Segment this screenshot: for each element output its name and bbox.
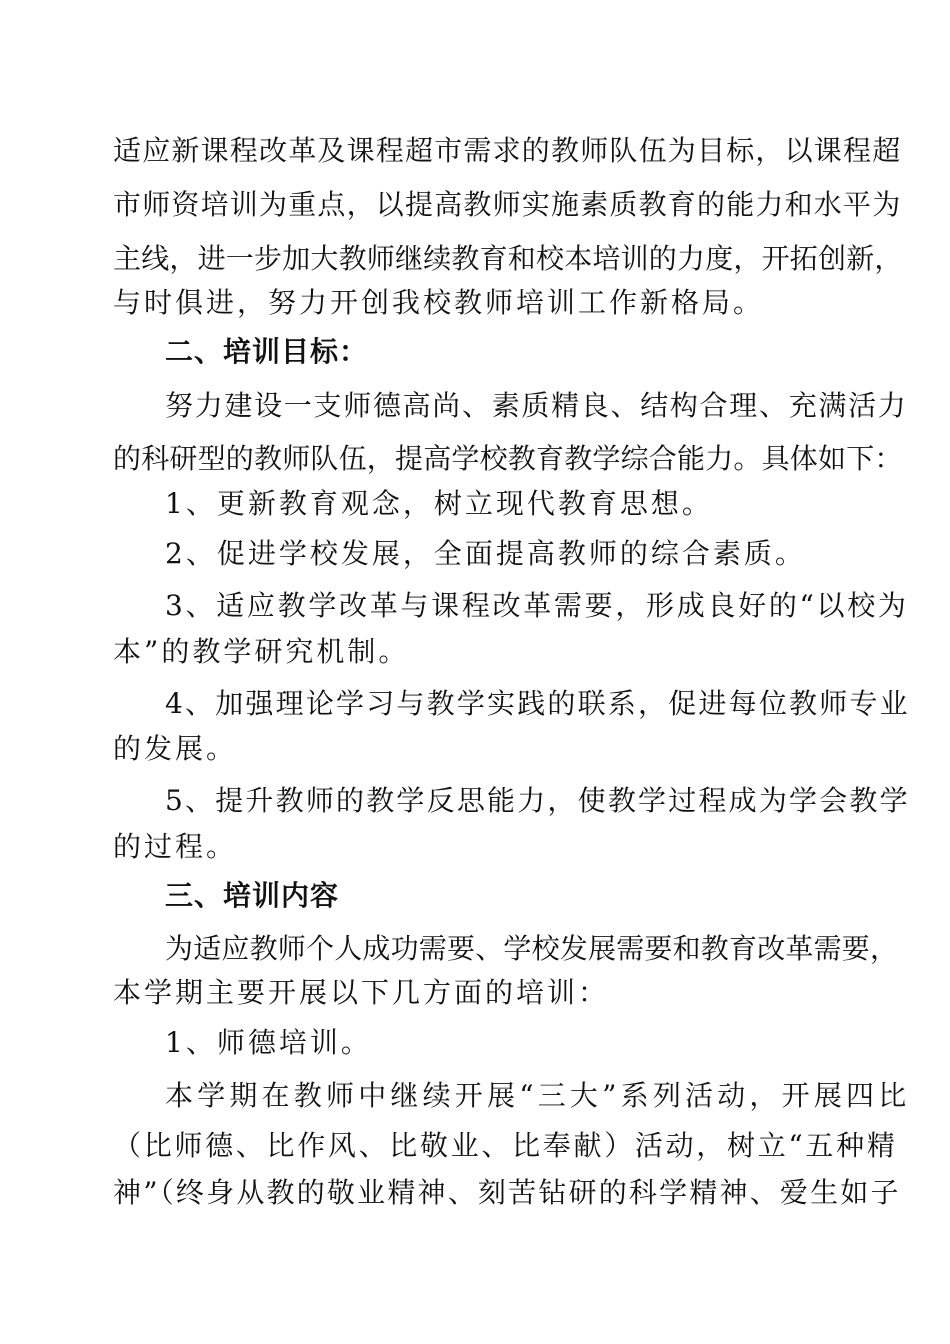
list-item: 5、提升教师的教学反思能力，使教学过程成为学会教学 [165, 784, 910, 817]
list-item-continuation: 的发展。 [113, 732, 238, 765]
paragraph-line: 神”（终身从教的敬业精神、刻苦钻研的科学精神、爱生如子 [113, 1176, 901, 1209]
list-item-continuation: 本”的教学研究机制。 [113, 635, 410, 668]
paragraph-line: （比师德、比作风、比敬业、比奉献）活动，树立“五种精 [113, 1129, 898, 1162]
paragraph-line: 适应新课程改革及课程超市需求的教师队伍为目标，以课程超 [113, 134, 902, 167]
paragraph-line: 为适应教师个人成功需要、学校发展需要和教育改革需要， [165, 932, 899, 965]
list-item: 1、师德培训。 [165, 1026, 372, 1059]
paragraph-line: 主线，进一步加大教师继续教育和校本培训的力度，开拓创新， [113, 242, 903, 275]
paragraph-line: 努力建设一支师德高尚、素质精良、结构合理、充满活力 [165, 389, 908, 422]
section-heading: 二、培训目标： [165, 335, 369, 368]
section-heading: 三、培训内容 [165, 879, 340, 912]
list-item-continuation: 的过程。 [113, 830, 238, 863]
list-item: 4、加强理论学习与教学实践的联系，促进每位教师专业 [165, 687, 910, 720]
paragraph-line: 与时俱进，努力开创我校教师培训工作新格局。 [113, 286, 765, 319]
list-item: 1、更新教育观念，树立现代教育思想。 [165, 487, 713, 520]
list-item: 3、适应教学改革与课程改革需要，形成良好的“以校为 [165, 589, 909, 622]
paragraph-line: 市师资培训为重点，以提高教师实施素质教育的能力和水平为 [113, 188, 902, 221]
paragraph-line: 的科研型的教师队伍，提高学校教育教学综合能力。具体如下： [113, 442, 903, 475]
paragraph-line: 本学期在教师中继续开展“三大”系列活动，开展四比 [165, 1079, 911, 1112]
list-item: 2、促进学校发展，全面提高教师的综合素质。 [165, 537, 806, 570]
paragraph-line: 本学期主要开展以下几方面的培训： [113, 976, 610, 1009]
